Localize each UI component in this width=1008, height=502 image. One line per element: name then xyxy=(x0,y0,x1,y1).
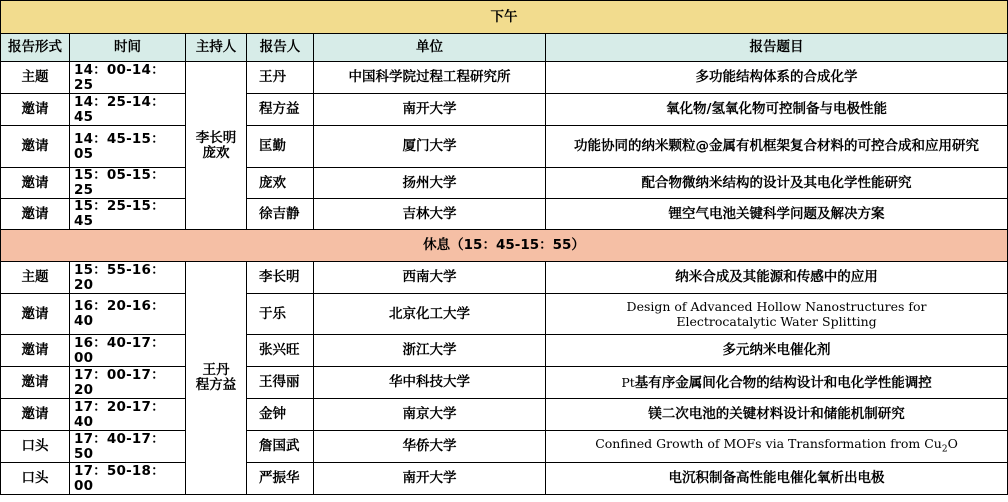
header-speaker: 报告人 xyxy=(247,34,314,62)
speaker-cell: 庞欢 xyxy=(247,168,314,199)
topic-line: Electrocatalytic Water Splitting xyxy=(676,314,877,329)
host-name: 王丹 xyxy=(202,362,230,378)
topic-subscript: 2 xyxy=(941,444,948,455)
table-row xyxy=(1,294,1008,335)
host-name: 李长明 xyxy=(195,129,237,146)
topic-prefix: Pt xyxy=(621,374,635,390)
table-row xyxy=(1,367,1008,399)
table-row xyxy=(1,262,1008,294)
topic-cell: 多功能结构体系的合成化学 xyxy=(546,62,1008,94)
header-host: 主持人 xyxy=(186,34,247,62)
speaker-cell: 匡勤 xyxy=(247,126,314,168)
table-row xyxy=(1,335,1008,367)
topic-cell: 配合物微纳米结构的设计及其电化学性能研究 xyxy=(546,168,1008,199)
affiliation-cell: 南开大学 xyxy=(314,94,546,126)
time-cell: 16：40-17：00 xyxy=(70,335,186,367)
time-cell: 15：55-16：20 xyxy=(70,262,186,294)
format-cell: 邀请 xyxy=(1,199,70,230)
speaker-cell: 金钟 xyxy=(247,399,314,431)
header-topic: 报告题目 xyxy=(546,34,1008,62)
topic-cell: 镁二次电池的关键材料设计和储能机制研究 xyxy=(546,399,1008,431)
speaker-cell: 于乐 xyxy=(247,294,314,335)
break-row xyxy=(1,230,1008,262)
topic-cell xyxy=(546,367,1008,399)
affiliation-cell: 华中科技大学 xyxy=(314,367,546,399)
format-cell: 口头 xyxy=(1,463,70,495)
host-name: 程方益 xyxy=(195,377,237,393)
format-cell: 邀请 xyxy=(1,294,70,335)
host-name: 庞欢 xyxy=(202,144,230,161)
header-format: 报告形式 xyxy=(1,34,70,62)
speaker-cell: 程方益 xyxy=(247,94,314,126)
format-cell: 邀请 xyxy=(1,335,70,367)
affiliation-cell: 中国科学院过程工程研究所 xyxy=(314,62,546,94)
speaker-cell: 王得丽 xyxy=(247,367,314,399)
time-cell: 14：45-15：05 xyxy=(70,126,186,168)
topic-cell xyxy=(546,294,1008,335)
affiliation-cell: 西南大学 xyxy=(314,262,546,294)
host-cell-session1 xyxy=(186,62,247,230)
time-cell: 17：20-17：40 xyxy=(70,399,186,431)
table-row xyxy=(1,62,1008,94)
host-cell-session2 xyxy=(186,262,247,495)
table-row xyxy=(1,94,1008,126)
topic-cell: 多元纳米电催化剂 xyxy=(546,335,1008,367)
speaker-cell: 王丹 xyxy=(247,62,314,94)
time-cell: 15：25-15：45 xyxy=(70,199,186,230)
time-cell: 14：25-14：45 xyxy=(70,94,186,126)
topic-text: 基有序金属间化合物的结构设计和电化学性能调控 xyxy=(634,374,932,391)
format-cell: 邀请 xyxy=(1,168,70,199)
format-cell: 邀请 xyxy=(1,367,70,399)
table-row xyxy=(1,168,1008,199)
affiliation-cell: 吉林大学 xyxy=(314,199,546,230)
speaker-cell: 詹国武 xyxy=(247,431,314,463)
affiliation-cell: 浙江大学 xyxy=(314,335,546,367)
table-row xyxy=(1,431,1008,463)
topic-text-end: O xyxy=(947,435,958,451)
break-label: 休息（15：45-15：55） xyxy=(1,230,1008,262)
format-cell: 邀请 xyxy=(1,94,70,126)
topic-cell: 功能协同的纳米颗粒@金属有机框架复合材料的可控合成和应用研究 xyxy=(546,126,1008,168)
time-cell: 17：00-17：20 xyxy=(70,367,186,399)
affiliation-cell: 扬州大学 xyxy=(314,168,546,199)
topic-cell xyxy=(546,431,1008,463)
affiliation-cell: 南开大学 xyxy=(314,463,546,495)
time-cell: 14：00-14：25 xyxy=(70,62,186,94)
affiliation-cell: 华侨大学 xyxy=(314,431,546,463)
time-cell: 16：20-16：40 xyxy=(70,294,186,335)
time-cell: 17：40-17：50 xyxy=(70,431,186,463)
format-cell: 口头 xyxy=(1,431,70,463)
topic-cell: 电沉积制备高性能电催化氧析出电极 xyxy=(546,463,1008,495)
speaker-cell: 严振华 xyxy=(247,463,314,495)
topic-cell: 氧化物/氢氧化物可控制备与电极性能 xyxy=(546,94,1008,126)
table-row xyxy=(1,199,1008,230)
time-cell: 15：05-15：25 xyxy=(70,168,186,199)
format-cell: 邀请 xyxy=(1,399,70,431)
topic-text: Confined Growth of MOFs via Transformation from Cu xyxy=(595,435,942,451)
table-row xyxy=(1,126,1008,168)
topic-cell: 纳米合成及其能源和传感中的应用 xyxy=(546,262,1008,294)
topic-cell: 锂空气电池关键科学问题及解决方案 xyxy=(546,199,1008,230)
time-cell: 17：50-18：00 xyxy=(70,463,186,495)
table-row xyxy=(1,399,1008,431)
section-title: 下午 xyxy=(1,1,1008,34)
table-row xyxy=(1,463,1008,495)
topic-line: Design of Advanced Hollow Nanostructures for xyxy=(626,299,927,314)
affiliation-cell: 北京化工大学 xyxy=(314,294,546,335)
section-title-row xyxy=(1,1,1008,34)
affiliation-cell: 南京大学 xyxy=(314,399,546,431)
speaker-cell: 李长明 xyxy=(247,262,314,294)
affiliation-cell: 厦门大学 xyxy=(314,126,546,168)
header-row xyxy=(1,34,1008,62)
format-cell: 邀请 xyxy=(1,126,70,168)
format-cell: 主题 xyxy=(1,62,70,94)
speaker-cell: 徐吉静 xyxy=(247,199,314,230)
header-time: 时间 xyxy=(70,34,186,62)
format-cell: 主题 xyxy=(1,262,70,294)
header-affiliation: 单位 xyxy=(314,34,546,62)
speaker-cell: 张兴旺 xyxy=(247,335,314,367)
